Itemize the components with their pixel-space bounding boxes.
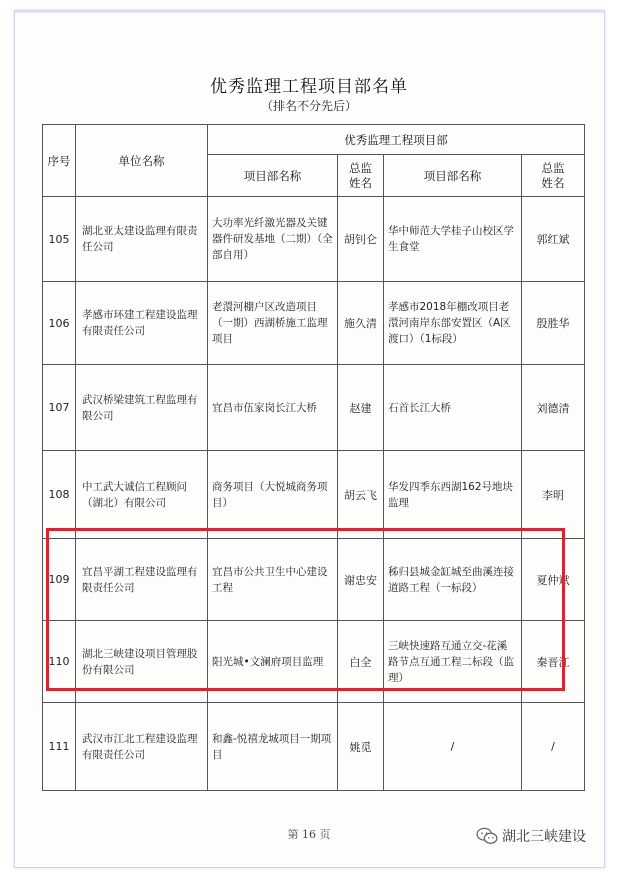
header-chief-1: 总监 姓名 [338, 155, 384, 197]
cell-chief-1: 赵建 [338, 365, 384, 451]
cell-project-2: 孝感市2018年棚改项目老澴河南岸东部安置区（A区渡口）（1标段） [384, 282, 522, 365]
cell-unit: 中工武大诚信工程顾问（湖北）有限公司 [76, 451, 208, 539]
header-chief-2: 总监 姓名 [522, 155, 585, 197]
table-row [43, 703, 585, 791]
cell-chief-2: 殷胜华 [522, 282, 585, 365]
table-row [43, 197, 585, 282]
project-table [42, 124, 585, 791]
cell-unit: 武汉市江北工程建设监理有限责任公司 [76, 703, 208, 791]
header-group: 优秀监理工程项目部 [208, 125, 585, 155]
cell-project-1: 宜昌市伍家岗长江大桥 [208, 365, 338, 451]
cell-chief-2: / [522, 703, 585, 791]
cell-project-1: 商务项目（大悦城商务项目） [208, 451, 338, 539]
cell-chief-2: 秦晋江 [522, 621, 585, 703]
watermark-text: 湖北三峡建设 [502, 829, 586, 845]
cell-unit: 湖北三峡建设项目管理股份有限公司 [76, 621, 208, 703]
cell-project-1: 阳光城•文澜府项目监理 [208, 621, 338, 703]
cell-chief-1: 白全 [338, 621, 384, 703]
cell-seq: 110 [43, 621, 76, 703]
cell-project-1: 大功率光纤激光器及关键器件研发基地（二期）（全部自用） [208, 197, 338, 282]
table-row [43, 539, 585, 621]
cell-project-2: 华中师范大学桂子山校区学生食堂 [384, 197, 522, 282]
cell-project-2: 石首长江大桥 [384, 365, 522, 451]
cell-seq: 111 [43, 703, 76, 791]
cell-seq: 109 [43, 539, 76, 621]
table-row [43, 451, 585, 539]
header-unit: 单位名称 [76, 125, 208, 197]
watermark [476, 826, 586, 846]
document-subtitle: （排名不分先后） [260, 99, 357, 113]
cell-project-1: 和鑫-悦禧龙城项目一期项目 [208, 703, 338, 791]
cell-project-1: 老澴河棚户区改造项目（一期）西湖桥施工监理项目 [208, 282, 338, 365]
cell-chief-1: 姚觅 [338, 703, 384, 791]
cell-unit: 武汉桥梁建筑工程监理有限公司 [76, 365, 208, 451]
cell-seq: 105 [43, 197, 76, 282]
cell-seq: 108 [43, 451, 76, 539]
cell-chief-2: 夏仲斌 [522, 539, 585, 621]
header-seq: 序号 [43, 125, 76, 197]
header-project-2: 项目部名称 [384, 155, 522, 197]
cell-chief-1: 施久清 [338, 282, 384, 365]
table-row [43, 621, 585, 703]
cell-project-1: 宜昌市公共卫生中心建设工程 [208, 539, 338, 621]
cell-chief-2: 李明 [522, 451, 585, 539]
cell-project-2: 秭归县城金缸城至曲溪连接道路工程（一标段） [384, 539, 522, 621]
table-row [43, 282, 585, 365]
cell-unit: 孝感市环建工程建设监理有限责任公司 [76, 282, 208, 365]
cell-project-2: 三峡快速路互通立交-花溪路节点互通工程二标段（监理） [384, 621, 522, 703]
cell-chief-1: 胡钊仑 [338, 197, 384, 282]
header-project-1: 项目部名称 [208, 155, 338, 197]
document-title: 优秀监理工程项目部名单 [210, 77, 408, 97]
cell-seq: 106 [43, 282, 76, 365]
cell-unit: 湖北亚太建设监理有限责任公司 [76, 197, 208, 282]
cell-project-2: 华发四季东西湖162号地块监理 [384, 451, 522, 539]
header-row-top [43, 125, 585, 155]
cell-chief-2: 郭红斌 [522, 197, 585, 282]
cell-chief-1: 胡云飞 [338, 451, 384, 539]
cell-chief-1: 谢忠安 [338, 539, 384, 621]
table-row [43, 365, 585, 451]
cell-project-2: / [384, 703, 522, 791]
wechat-icon [476, 827, 498, 845]
page-number: 第 16 页 [287, 828, 331, 841]
cell-unit: 宜昌平湖工程建设监理有限责任公司 [76, 539, 208, 621]
cell-seq: 107 [43, 365, 76, 451]
cell-chief-2: 刘德清 [522, 365, 585, 451]
